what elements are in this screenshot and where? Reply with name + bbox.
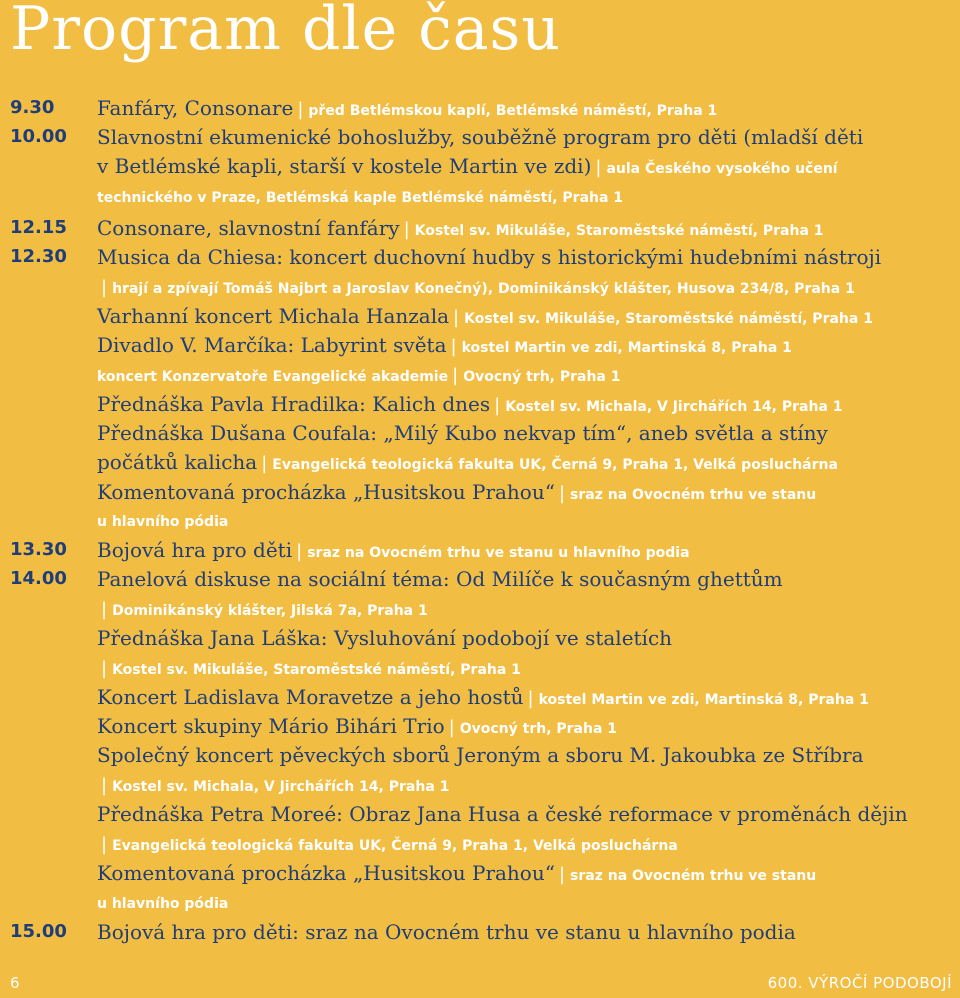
footer-title: 600. VÝROČÍ PODOBOJÍ (767, 974, 952, 992)
program-line (97, 741, 864, 769)
event-location: hrají a zpívají Tomáš Najbrt a Jaroslav Konečný), Dominikánský klášter, Husova 234/8, Praha 1 (112, 281, 855, 297)
program-line (97, 152, 838, 183)
event-title: Divadlo V. Marčíka: Labyrint světa (97, 333, 447, 357)
event-title: Koncert skupiny Mário Bihári Trio (97, 714, 445, 738)
event-location: Evangelická teologická fakulta UK, Černá 9, Praha 1, Velká posluchárna (112, 838, 678, 854)
event-location: Evangelická teologická fakulta UK, Černá 9, Praha 1, Velká posluchárna (272, 457, 838, 473)
separator: | (448, 717, 455, 738)
separator: | (450, 336, 457, 357)
event-location: Kostel sv. Mikuláše, Staroměstské náměstí, Praha 1 (112, 662, 521, 678)
program-line (97, 683, 869, 714)
event-location: Ovocný trh, Praha 1 (463, 369, 621, 385)
page-number: 6 (10, 974, 20, 992)
program-line (97, 302, 873, 333)
event-title: Slavnostní ekumenické bohoslužby, souběžně program pro děti (mladší děti (97, 125, 864, 149)
separator: | (101, 658, 108, 679)
event-location: Kostel sv. Mikuláše, Staroměstské náměstí, Praha 1 (464, 311, 873, 327)
event-location: Dominikánský klášter, Jilská 7a, Praha 1 (112, 603, 428, 619)
event-title: Komentovaná procházka „Husitskou Prahou“ (97, 861, 555, 885)
separator: | (101, 775, 108, 796)
event-title: Společný koncert pěveckých sborů Jeroným a sboru M. Jakoubka ze Stříbra (97, 743, 864, 767)
time-label: 9.30 (10, 97, 55, 118)
program-line (97, 94, 717, 125)
event-title: Přednáška Dušana Coufala: „Milý Kubo nekvap tím“, aneb světla a stíny (97, 421, 828, 445)
separator: | (101, 599, 108, 620)
separator: | (452, 365, 459, 386)
separator: | (296, 541, 303, 562)
program-line (97, 536, 690, 567)
program-line (97, 214, 824, 245)
program-line (97, 712, 617, 743)
separator: | (297, 99, 304, 120)
event-location: kostel Martin ve zdi, Martinská 8, Praha 1 (538, 692, 869, 708)
event-title: Fanfáry, Consonare (97, 96, 294, 120)
program-line (97, 655, 521, 684)
program-line (97, 859, 816, 890)
event-location: sraz na Ovocném trhu ve stanu (570, 487, 817, 503)
event-title: Consonare, slavnostní fanfáry (97, 216, 400, 240)
event-location: Kostel sv. Michala, V Jirchářích 14, Praha 1 (112, 779, 450, 795)
program-line (97, 448, 838, 479)
program-line (97, 565, 783, 593)
event-title: Musica da Chiesa: koncert duchovní hudby s historickými hudebními nástroji (97, 245, 882, 269)
event-title: v Betlémské kapli, starší v kostele Martin ve zdi) (97, 154, 592, 178)
separator: | (527, 688, 534, 709)
separator: | (558, 864, 566, 885)
program-line (97, 918, 796, 946)
event-title: Přednáška Jana Láška: Vysluhování podobojí ve staletích (97, 626, 673, 650)
event-location: kostel Martin ve zdi, Martinská 8, Praha 1 (461, 340, 792, 356)
separator: | (494, 395, 501, 416)
event-title: Bojová hra pro děti (97, 538, 293, 562)
program-line (97, 362, 621, 391)
program-line (97, 800, 908, 828)
event-title: Přednáška Petra Moreé: Obraz Jana Husa a české reformace v proměnách dějin (97, 802, 908, 826)
separator: | (595, 157, 602, 178)
time-label: 12.15 (10, 217, 67, 238)
event-location: Ovocný trh, Praha 1 (459, 721, 618, 737)
page-title: Program dle času (10, 0, 561, 64)
program-line (97, 596, 428, 625)
event-title: Panelová diskuse na sociální téma: Od Milíče k současným ghettům (97, 567, 783, 591)
program-line (97, 184, 623, 212)
program-line (97, 508, 228, 536)
time-label: 15.00 (10, 921, 67, 942)
time-label: 13.30 (10, 539, 67, 560)
program-line (97, 331, 792, 362)
event-title: Koncert Ladislava Moravetze a jeho hostů (97, 685, 524, 709)
time-label: 12.30 (10, 246, 67, 267)
program-line (97, 390, 843, 421)
program-line (97, 624, 672, 652)
event-location: sraz na Ovocném trhu ve stanu (570, 868, 817, 884)
event-location: sraz na Ovocném trhu ve stanu u hlavního podia (307, 545, 690, 561)
program-line (97, 772, 449, 801)
program-line (97, 890, 228, 918)
event-title: Varhanní koncert Michala Hanzala (97, 304, 450, 328)
program-line (97, 419, 828, 447)
time-label: 14.00 (10, 568, 67, 589)
program-line (97, 243, 881, 271)
time-label: 10.00 (10, 126, 67, 147)
separator: | (101, 277, 108, 298)
event-title: Komentovaná procházka „Husitskou Prahou“ (97, 480, 555, 504)
separator: | (261, 453, 268, 474)
separator: | (101, 834, 108, 855)
event-location: u hlavního pódia (97, 514, 229, 530)
event-location: u hlavního pódia (97, 896, 229, 912)
program-line (97, 123, 863, 151)
event-location: koncert Konzervatoře Evangelické akademie (97, 369, 449, 385)
separator: | (453, 307, 460, 328)
event-title: Přednáška Pavla Hradilka: Kalich dnes (97, 392, 491, 416)
event-location: Kostel sv. Michala, V Jirchářích 14, Praha 1 (505, 399, 843, 415)
event-title: Bojová hra pro děti: sraz na Ovocném trhu ve stanu u hlavního podia (97, 920, 796, 944)
event-location: technického v Praze, Betlémská kaple Betlémské náměstí, Praha 1 (97, 190, 624, 206)
separator: | (558, 483, 566, 504)
event-location: Kostel sv. Mikuláše, Staroměstské náměstí, Praha 1 (414, 223, 824, 239)
event-location: před Betlémskou kaplí, Betlémské náměstí, Praha 1 (308, 103, 718, 119)
event-title: počátků kalicha (97, 450, 258, 474)
program-line (97, 274, 855, 303)
program-line (97, 831, 678, 860)
separator: | (403, 219, 410, 240)
event-location: aula Českého vysokého učení (606, 161, 838, 177)
program-line (97, 478, 816, 509)
